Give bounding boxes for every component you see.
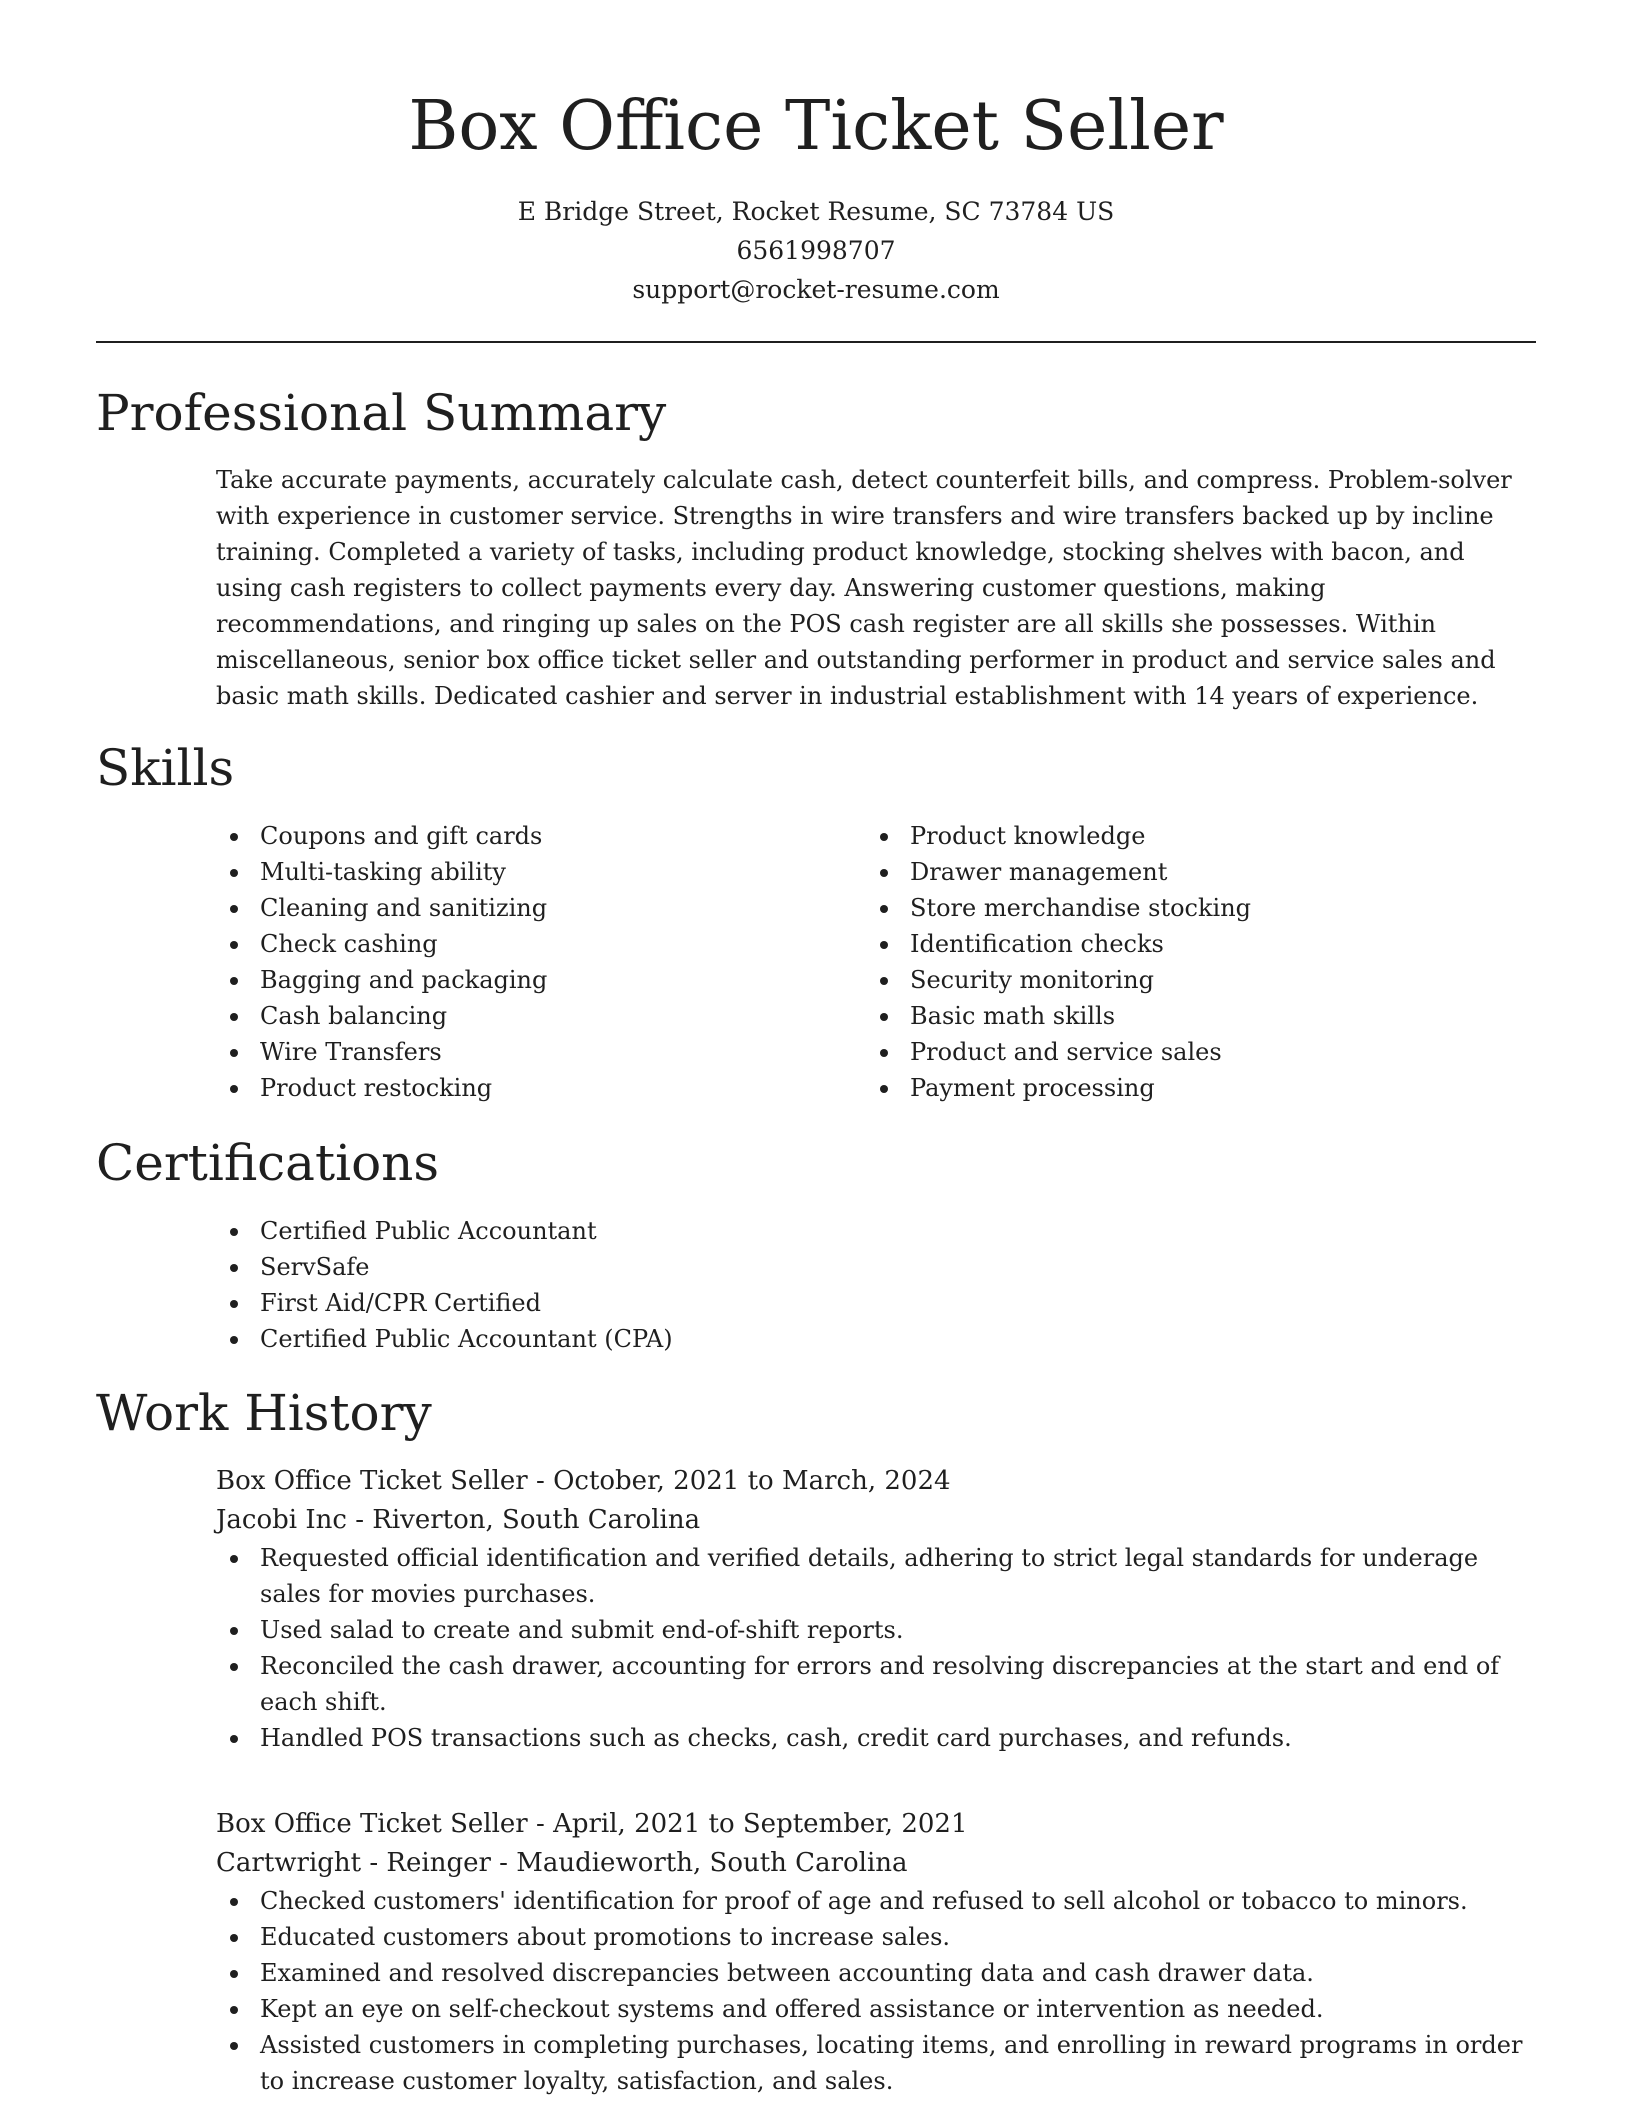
header-divider: [96, 341, 1536, 343]
job-title-line: Box Office Ticket Seller - April, 2021 to September, 2021: [216, 1809, 968, 1839]
job-duty-item: Used salad to create and submit end-of-shift reports.: [216, 1612, 1536, 1648]
job-company-line: Jacobi Inc - Riverton, South Carolina: [216, 1505, 701, 1535]
skill-item: Product restocking: [216, 1070, 836, 1106]
job-duties: [216, 1883, 1536, 2099]
skill-item: Security monitoring: [866, 962, 1486, 998]
job-duty-item: Examined and resolved discrepancies between accounting data and cash drawer data.: [216, 1955, 1536, 1991]
certification-item: ServSafe: [216, 1249, 1536, 1285]
certifications-list: [216, 1213, 1536, 1357]
skill-item: Check cashing: [216, 926, 836, 962]
skills-heading: Skills: [96, 739, 235, 797]
job-dates: April, 2021 to September, 2021: [553, 1809, 968, 1839]
skill-item: Payment processing: [866, 1070, 1486, 1106]
candidate-name: Box Office Ticket Seller: [408, 87, 1224, 166]
skill-item: Coupons and gift cards: [216, 818, 836, 854]
job-company: Cartwright - Reinger: [216, 1848, 491, 1878]
email-text: support@rocket-resume.com: [632, 275, 1000, 304]
skill-item: Product knowledge: [866, 818, 1486, 854]
skill-item: Product and service sales: [866, 1034, 1486, 1070]
skills-column-left: [216, 818, 836, 1106]
job-company: Jacobi Inc: [216, 1505, 347, 1535]
certifications-heading: Certifications: [96, 1134, 440, 1192]
job-duty-item: Reconciled the cash drawer, accounting for errors and resolving discrepancies at the start and end of each shift.: [216, 1648, 1536, 1720]
skill-item: Bagging and packaging: [216, 962, 836, 998]
job-duty-item: Checked customers' identification for proof of age and refused to sell alcohol or tobacco to minors.: [216, 1883, 1536, 1919]
job-duty-item: Requested official identification and verified details, adhering to strict legal standards for underage sales for movies purchases.: [216, 1540, 1536, 1612]
skill-item: Basic math skills: [866, 998, 1486, 1034]
job-duty-item: Kept an eye on self-checkout systems and offered assistance or intervention as needed.: [216, 1991, 1536, 2027]
job-duty-item: Handled POS transactions such as checks, cash, credit card purchases, and refunds.: [216, 1720, 1536, 1756]
job-location: Riverton, South Carolina: [372, 1505, 701, 1535]
job-entry: [216, 1805, 1536, 2099]
job-title-line: Box Office Ticket Seller - October, 2021 to March, 2024: [216, 1466, 951, 1496]
certification-item: First Aid/CPR Certified: [216, 1285, 1536, 1321]
address-text: E Bridge Street, Rocket Resume, SC 73784 US: [517, 197, 1115, 226]
phone-text: 6561998707: [736, 236, 896, 265]
skills-column-right: [866, 818, 1486, 1106]
contact-info: [96, 192, 1536, 309]
work-history-heading: Work History: [96, 1384, 432, 1442]
job-title: Box Office Ticket Seller: [216, 1809, 528, 1839]
job-location: Maudieworth, South Carolina: [516, 1848, 908, 1878]
job-duties: [216, 1540, 1536, 1756]
skill-item: Wire Transfers: [216, 1034, 836, 1070]
skill-item: Store merchandise stocking: [866, 890, 1486, 926]
skill-item: Cleaning and sanitizing: [216, 890, 836, 926]
skill-item: Cash balancing: [216, 998, 836, 1034]
job-entry: [216, 1462, 1536, 1756]
job-dates: October, 2021 to March, 2024: [553, 1466, 951, 1496]
job-title: Box Office Ticket Seller: [216, 1466, 528, 1496]
skill-item: Multi-tasking ability: [216, 854, 836, 890]
certification-item: Certified Public Accountant: [216, 1213, 1536, 1249]
certification-item: Certified Public Accountant (CPA): [216, 1321, 1536, 1357]
job-duty-item: Assisted customers in completing purchases, locating items, and enrolling in reward programs in order to increase customer loyalty, satisfaction, and sales.: [216, 2027, 1536, 2099]
summary-text: Take accurate payments, accurately calculate cash, detect counterfeit bills, and compress. Problem-solver with experience in customer service. Strengths in wire transfers and wire transfers backed up by incline training. Completed a variety of tasks, including product knowledge, stocking shelves with bacon, and using cash registers to collect payments every day. Answering customer questions, making recommendations, and ringing up sales on the POS cash register are all skills she possesses. Within miscellaneous, senior box office ticket seller and outstanding performer in product and service sales and basic math skills. Dedicated cashier and server in industrial establishment with 14 years of experience.: [216, 466, 1512, 710]
job-company-line: Cartwright - Reinger - Maudieworth, South Carolina: [216, 1848, 908, 1878]
skill-item: Drawer management: [866, 854, 1486, 890]
summary-heading: Professional Summary: [96, 384, 667, 442]
job-duty-item: Educated customers about promotions to increase sales.: [216, 1919, 1536, 1955]
skill-item: Identification checks: [866, 926, 1486, 962]
